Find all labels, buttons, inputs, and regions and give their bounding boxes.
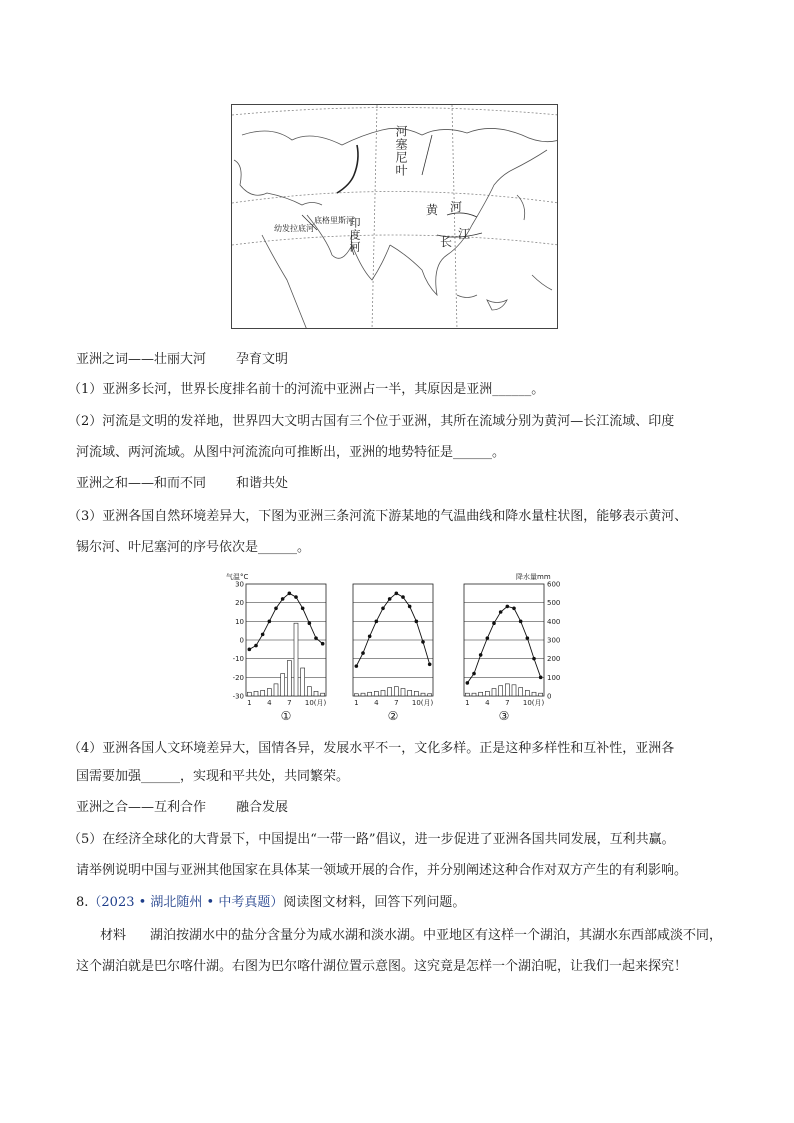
x-tick-label: 1 — [465, 699, 470, 707]
temp-point — [314, 636, 318, 640]
label-yellow-river-1: 黄 — [426, 203, 439, 217]
y-tick-precip: 200 — [547, 655, 561, 664]
x-tick-label: 7 — [394, 699, 399, 707]
label-euphrates: 幼发拉底河 — [274, 224, 314, 233]
question-3-line2: 锡尔河、叶尼塞河的序号依次是______。 — [76, 540, 311, 555]
temp-point — [321, 642, 325, 646]
precip-bar — [525, 690, 529, 696]
precip-bar — [287, 661, 291, 696]
precip-bar — [261, 690, 265, 696]
precip-bar — [394, 687, 398, 696]
question-8-material — [76, 920, 726, 982]
x-unit-label: (月) — [313, 699, 327, 707]
question-8-instruction: 阅读图文材料，回答下列问题。 — [283, 895, 466, 910]
temp-point — [415, 620, 419, 624]
precip-bar — [499, 686, 503, 696]
y-tick-temp: 20 — [235, 599, 244, 608]
label-yangtze-1: 长 — [440, 235, 453, 249]
y-tick-temp: -20 — [232, 673, 244, 682]
chart-id-label: ③ — [498, 709, 510, 723]
y-tick-precip: 500 — [547, 599, 561, 608]
material-label: 材料 — [100, 928, 127, 943]
question-1: （1）亚洲多长河，世界长度排名前十的河流中亚洲占一半，其原因是亚洲______。 — [68, 382, 545, 397]
precip-bar — [374, 691, 378, 696]
temp-point — [479, 653, 483, 657]
temp-point — [421, 640, 425, 644]
question-3-line1: （3）亚洲各国自然环境差异大，下图为亚洲三条河流下游某地的气温曲线和降水量柱状图，能够表示黄河、 — [68, 509, 688, 524]
precip-bar — [401, 689, 405, 696]
question-8-source: （2023 • 湖北随州 • 中考真题） — [88, 895, 284, 910]
x-tick-label: 10 — [304, 699, 314, 707]
y-tick-precip: 600 — [547, 580, 561, 589]
temp-point — [254, 644, 258, 648]
label-yenisei: 河塞尼叶 — [394, 125, 408, 177]
precip-bar — [479, 692, 483, 696]
y-tick-temp: -30 — [232, 692, 244, 701]
temp-point — [388, 597, 392, 601]
question-2-line2: 河流域、两河流域。从图中河流流向可推断出，亚洲的地势特征是______。 — [76, 445, 506, 460]
temp-point — [248, 648, 252, 652]
temp-point — [274, 606, 278, 610]
precip-bar — [539, 693, 543, 696]
x-tick-label: 4 — [267, 699, 272, 707]
question-8-header — [76, 893, 726, 913]
precip-bar — [532, 692, 536, 696]
precip-bar — [254, 691, 258, 696]
precip-bar — [428, 694, 432, 696]
question-4-line1: （4）亚洲各国人文环境差异大，国情各异，发展水平不一，文化多样。正是这种多样性和互补性，亚洲各 — [68, 741, 675, 756]
label-tigris: 底格里斯河 — [314, 216, 354, 225]
temp-point — [526, 636, 530, 640]
section1-heading-right: 孕育文明 — [236, 352, 289, 367]
y-tick-temp: 10 — [235, 617, 244, 626]
section2-heading-right: 和谐共处 — [236, 476, 289, 491]
y-tick-temp: 30 — [235, 580, 244, 589]
x-tick-label: 1 — [247, 699, 252, 707]
ylabel-temp: 气温°C — [226, 573, 249, 581]
section1-heading-left: 亚洲之词——壮丽大河 — [76, 352, 207, 367]
y-tick-precip: 0 — [547, 692, 552, 701]
section3-heading-left: 亚洲之合——互利合作 — [76, 800, 207, 815]
climate-charts-svg — [226, 570, 576, 730]
precip-bar — [388, 688, 392, 696]
question-8-number: 8. — [76, 895, 89, 910]
temp-point — [381, 606, 385, 610]
temp-point — [512, 606, 516, 610]
precip-bar — [281, 674, 285, 696]
precip-bar — [314, 691, 318, 696]
section3-heading — [76, 798, 726, 818]
section2-heading-left: 亚洲之和——和而不同 — [76, 476, 207, 491]
temp-point — [472, 672, 476, 676]
temp-point — [268, 620, 272, 624]
precip-bar — [414, 691, 418, 696]
y-tick-temp: 0 — [239, 636, 244, 645]
section3-heading-right: 融合发展 — [236, 800, 289, 815]
label-yellow-river-2: 河 — [450, 200, 463, 214]
temp-point — [375, 620, 379, 624]
temp-point — [532, 657, 536, 661]
temp-point — [408, 605, 412, 609]
x-tick-label: 1 — [354, 699, 359, 707]
precip-bar — [274, 684, 278, 696]
material-text: 湖泊按湖水中的盐分含量分为咸水湖和淡水湖。中亚地区有这样一个湖泊，其湖水东西部咸淡不同，这个湖泊就是巴尔喀什湖。右图为巴尔喀什湖位置示意图。这究竟是怎样一个湖泊呢，让我们一起来探究！ — [76, 928, 723, 974]
precip-bar — [505, 684, 509, 696]
precip-bar — [247, 692, 251, 696]
precip-bar — [307, 687, 311, 696]
x-tick-label: 10 — [411, 699, 421, 707]
section1-heading — [76, 350, 726, 370]
x-unit-label: (月) — [531, 699, 545, 707]
x-unit-label: (月) — [420, 699, 434, 707]
temp-point — [506, 605, 510, 609]
temp-line — [356, 593, 429, 666]
temp-point — [401, 595, 405, 599]
question-2-line1: （2）河流是文明的发祥地，世界四大文明古国有三个位于亚洲，其所在流域分别为黄河—长江流域、印度 — [68, 414, 675, 429]
precip-bar — [421, 693, 425, 696]
y-tick-temp: -10 — [232, 655, 244, 664]
chart-id-label: ① — [280, 709, 292, 723]
x-tick-label: 4 — [374, 699, 379, 707]
precip-bar — [267, 689, 271, 696]
temp-point — [486, 636, 490, 640]
temp-point — [395, 592, 399, 596]
temp-point — [428, 662, 432, 666]
label-indus: 印度河 — [348, 217, 361, 253]
precip-bar — [512, 685, 516, 696]
precip-bar — [354, 694, 358, 696]
x-tick-label: 10 — [522, 699, 532, 707]
precip-bar — [294, 623, 298, 696]
temp-point — [466, 681, 470, 685]
precip-bar — [368, 692, 372, 696]
temp-point — [499, 610, 503, 614]
y-tick-precip: 400 — [547, 617, 561, 626]
x-tick-label: 7 — [505, 699, 510, 707]
precip-bar — [321, 693, 325, 696]
chart-id-label: ② — [387, 709, 399, 723]
precip-bar — [381, 690, 385, 696]
temp-point — [361, 651, 365, 655]
temp-point — [539, 676, 543, 680]
temp-point — [294, 595, 298, 599]
temp-point — [301, 606, 305, 610]
temp-point — [492, 621, 496, 625]
temp-point — [288, 592, 292, 596]
precip-bar — [465, 693, 469, 696]
temp-point — [308, 621, 312, 625]
precip-bar — [492, 689, 496, 696]
precip-bar — [485, 691, 489, 696]
precip-bar — [408, 690, 412, 696]
precip-bar — [472, 693, 476, 696]
temp-point — [355, 664, 359, 668]
temp-point — [261, 633, 265, 637]
question-5-line1: （5）在经济全球化的大背景下，中国提出“一带一路”倡议，进一步促进了亚洲各国共同发展，互利共赢。 — [68, 832, 675, 847]
temp-point — [281, 597, 285, 601]
temp-point — [368, 634, 372, 638]
temp-line — [467, 606, 540, 683]
y-tick-precip: 100 — [547, 673, 561, 682]
section2-heading — [76, 474, 726, 494]
y-tick-precip: 300 — [547, 636, 561, 645]
climate-charts — [226, 570, 576, 730]
ylabel-precip: 降水量mm — [516, 573, 551, 581]
precip-bar — [519, 688, 523, 696]
temp-point — [519, 620, 523, 624]
precip-bar — [361, 693, 365, 696]
question-5-line2: 请举例说明中国与亚洲其他国家在具体某一领域开展的合作，并分别阐述这种合作对双方产生的有利影响。 — [76, 863, 688, 878]
x-tick-label: 4 — [485, 699, 490, 707]
label-yangtze-2: 江 — [458, 227, 471, 241]
asia-rivers-map — [231, 104, 558, 329]
question-4-line2: 国需要加强______，实现和平共处，共同繁荣。 — [76, 769, 350, 784]
precip-bar — [301, 668, 305, 696]
x-tick-label: 7 — [287, 699, 292, 707]
